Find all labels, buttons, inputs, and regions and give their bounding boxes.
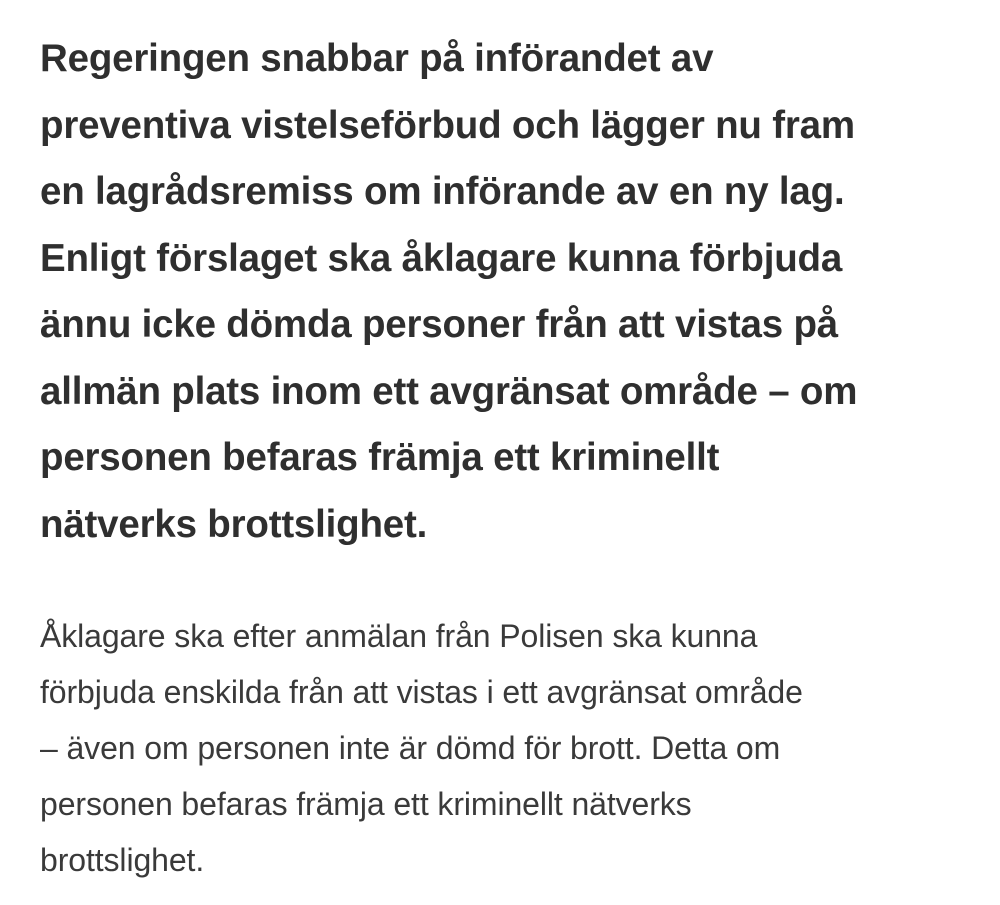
- lead-line: allmän plats inom ett avgränsat område – om: [40, 369, 858, 413]
- lead-line: ännu icke dömda personer från att vistas på: [40, 303, 839, 346]
- body-line: brottslighet.: [40, 842, 205, 878]
- lead-line: personen befaras främja ett kriminellt: [40, 436, 720, 479]
- lead-line: preventiva vistelseförbud och lägger nu fram: [40, 103, 855, 147]
- article-lead: [40, 26, 980, 558]
- article-body-paragraph: [40, 608, 803, 888]
- body-line: förbjuda enskilda från att vistas i ett avgränsat område: [40, 674, 803, 710]
- body-line: – även om personen inte är dömd för brott. Detta om: [40, 730, 781, 766]
- body-line: personen befaras främja ett kriminellt nätverks: [40, 786, 692, 822]
- lead-line: en lagrådsremiss om införande av en ny lag.: [40, 170, 845, 213]
- lead-line: Regeringen snabbar på införandet av: [40, 37, 714, 80]
- body-line: Åklagare ska efter anmälan från Polisen ska kunna: [40, 618, 758, 654]
- article: [40, 26, 980, 878]
- lead-line: Enligt förslaget ska åklagare kunna förbjuda: [40, 236, 843, 280]
- lead-line: nätverks brottslighet.: [40, 502, 428, 546]
